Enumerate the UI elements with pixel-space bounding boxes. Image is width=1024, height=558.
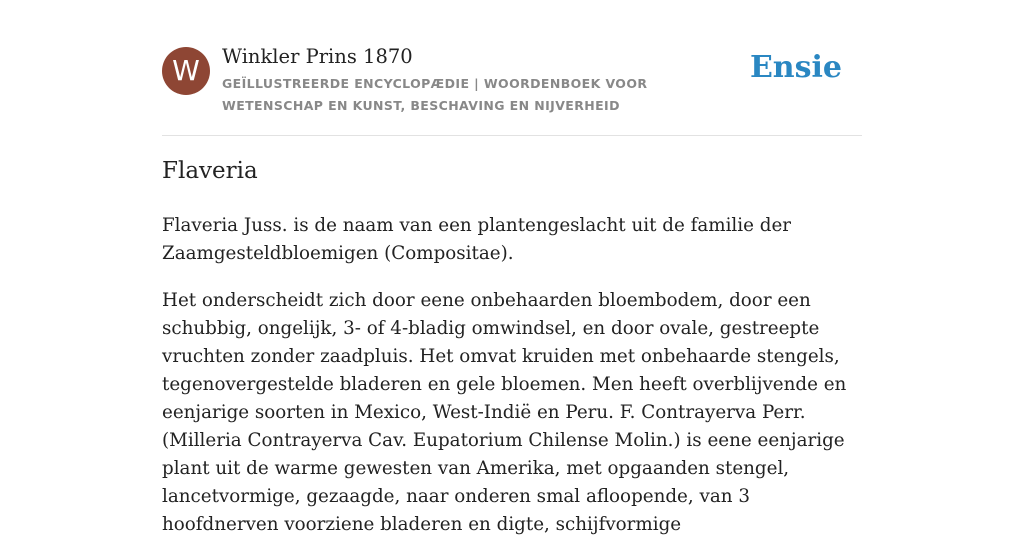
source-title-link[interactable]: Winkler Prins 1870 [222,45,413,68]
article-title: Flaveria [162,158,258,184]
source-avatar[interactable]: W [162,47,210,95]
ensie-logo-link[interactable]: Ensie [749,50,842,85]
article-body [162,212,862,558]
source-subtitle: GEÏLLUSTREERDE ENCYCLOPÆDIE | WOORDENBOEK VOOR WETENSCHAP EN KUNST, BESCHAVING EN NIJVERHEID [222,76,648,113]
source-header [162,44,862,136]
article-paragraph-1: Flaveria Juss. is de naam van een plantengeslacht uit de familie der Zaamgesteldbloemigen (Compositae). [162,215,792,264]
article-paragraph-2: Het onderscheidt zich door eene onbehaarden bloembodem, door een schubbig, ongelijk, 3- of 4-bladig omwindsel, en door ovale, gestreepte vruchten zonder zaadpluis. Het omvat kruiden met onbehaarde stengels, tegenovergestelde bladeren en gele bloemen. Men heeft overblijvende en eenjarige soorten in Mexico, West-Indië en Peru. F. Contrayerva Perr. (Milleria Contrayerva Cav. Eupatorium Chilense Molin.) is eene eenjarige plant uit de warme gewesten van Amerika, met opgaanden stengel, lancetvormige, gezaagde, naar onderen smal afloopende, van 3 hoofdnerven voorziene bladeren en digte, schijfvormige [162,290,847,535]
